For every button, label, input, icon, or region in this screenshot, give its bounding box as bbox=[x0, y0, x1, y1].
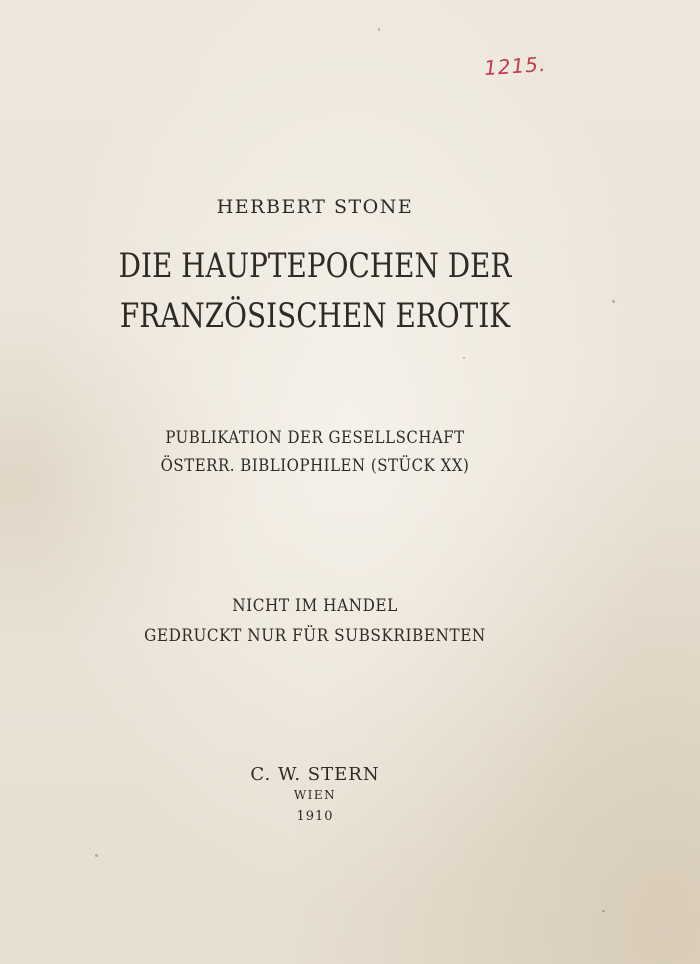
paper-speck bbox=[602, 910, 605, 912]
author-name: HERBERT STONE bbox=[216, 196, 414, 218]
distribution-note-line-2: GEDRUCKT NUR FÜR SUBSKRIBENTEN bbox=[144, 626, 486, 646]
distribution-note-line-1: NICHT IM HANDEL bbox=[232, 596, 398, 616]
publication-year: 1910 bbox=[296, 809, 334, 824]
publication-line-2: ÖSTERR. BIBLIOPHILEN (STÜCK XX) bbox=[160, 456, 470, 476]
paper-speck bbox=[95, 854, 98, 857]
paper-speck bbox=[378, 28, 380, 31]
paper-speck bbox=[612, 300, 615, 303]
publisher-name: C. W. STERN bbox=[250, 764, 380, 785]
handwritten-shelf-mark: 1215. bbox=[483, 51, 548, 81]
publication-place: WIEN bbox=[293, 788, 337, 802]
paper-speck bbox=[463, 357, 465, 359]
book-title-line-2: FRANZÖSISCHEN EROTIK bbox=[119, 296, 511, 336]
publication-line-1: PUBLIKATION DER GESELLSCHAFT bbox=[165, 428, 465, 448]
book-title-line-1: DIE HAUPTEPOCHEN DER bbox=[118, 246, 512, 286]
